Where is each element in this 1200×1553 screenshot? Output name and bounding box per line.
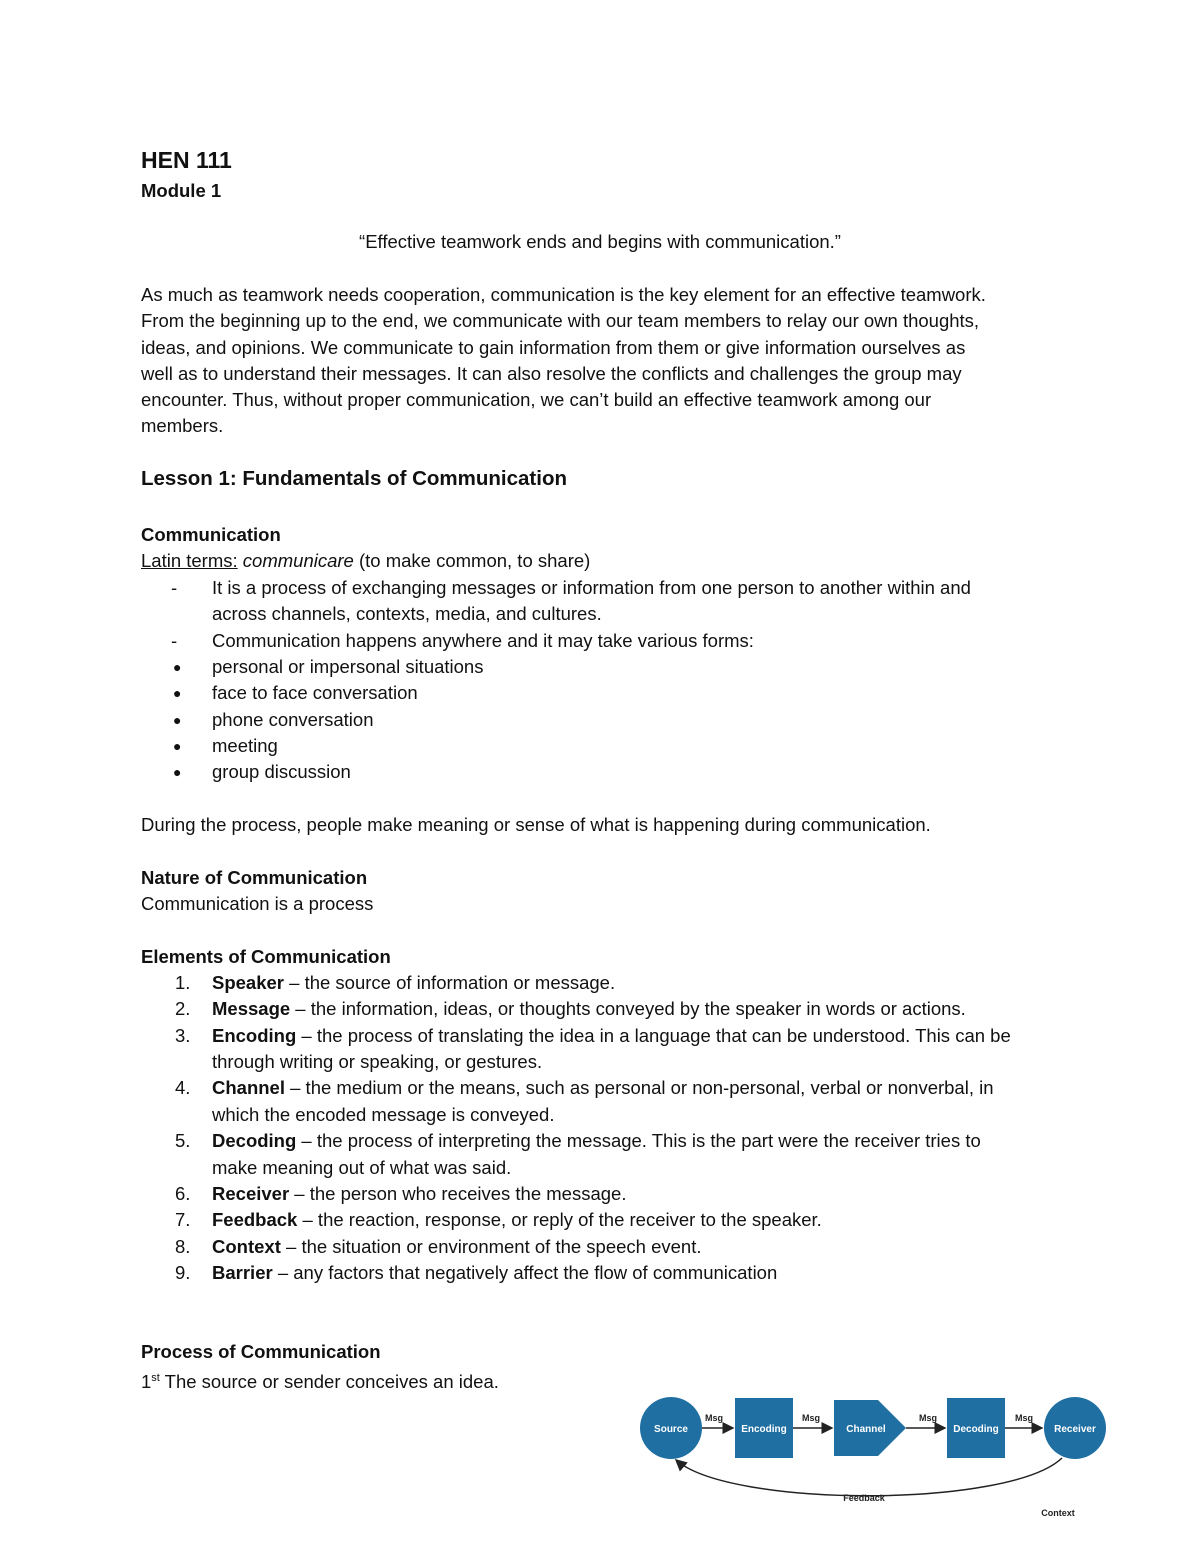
bullet-icon: ● [173, 738, 182, 754]
process-heading: Process of Communication [141, 1341, 381, 1362]
latin-terms-line [141, 548, 590, 574]
intro-line: From the beginning up to the end, we communicate with our team members to relay our own thoughts, [141, 310, 980, 332]
document-page: HEN 111 Module 1 “Effective teamwork ends and begins with communication.” As much as teamwork needs cooperation, communication is the key element for an effective teamwork. From the beginning up to the end, we communicate with our team members to relay our own thoughts, ideas, and opinions. We communicate to gain information from them or give information ourselves as well as to understand their messages. It can also resolve the conflicts and challenges the group may encounter. Thus, without proper communication, we can’t build an effective teamwork among our members. Lesson 1: Fundamentals of Communication Communication Latin terms: communicare (to make common, to share) - It is a process of exchanging messages or information from one person to another within and across channels, contexts, media, and cultures. - Communication happens anywhere and it may take various forms: ● personal or impersonal situations ● face to face conversation ● phone conversation ● meeting ● group discussion During the process, people make meaning or sense of what is happening during communication. Nature of Communication Communication is a process Elements of Communication 1. Speaker – the source of information or message. 2. Message – the information, ideas, or thoughts conveyed by the speaker in words or actions. 3. Encoding – the process of translating the idea in a language that can be understood. This can be through writing or speaking, or gestures. 4. Channel – the medium or the means, such as personal or non-personal, verbal or nonverbal, in which the encoded message is conveyed. 5. Decoding – the process of interpreting the message. This is the part were the receiver tries to make meaning out of what was said. 6. Receiver – the person who receives the message. 7. Feedback – the reaction, response, or reply of the receiver to the speaker. 8. Context – the situation or environment of the speech event. 9. Barrier – any factors that negatively affect the flow of communication Process of Communication 1st The source or sender conceives an idea. Source Encoding Channel Decoding Receiver Msg Msg Msg Msg Feedback Context [0, 0, 1200, 1553]
element-term: Speaker [212, 972, 284, 993]
bullet-icon: ● [173, 764, 182, 780]
intro-line: well as to understand their messages. It can also resolve the conflicts and challenges the group may [141, 362, 962, 384]
element-term: Feedback [212, 1209, 298, 1230]
element-term: Barrier [212, 1262, 273, 1283]
element-term: Message [212, 998, 291, 1019]
bullet-icon: ● [173, 659, 182, 675]
nature-heading: Nature of Communication [141, 867, 368, 888]
feedback-arrow [676, 1458, 1062, 1496]
element-term: Channel [212, 1077, 285, 1098]
feedback-label: Feedback [843, 1493, 885, 1503]
intro-paragraph [141, 282, 1061, 440]
course-title: HEN 111 [141, 147, 232, 173]
module-label: Module 1 [141, 180, 222, 201]
communication-heading: Communication [141, 524, 281, 545]
context-label: Context [1041, 1508, 1075, 1518]
msg-label: Msg [705, 1413, 723, 1423]
decoding-label: Decoding [953, 1424, 999, 1435]
latin-meaning: (to make common, to share) [353, 550, 591, 571]
latin-term: communicare [242, 550, 354, 571]
msg-label: Msg [802, 1413, 820, 1423]
element-term: Encoding [212, 1025, 297, 1046]
element-term: Context [212, 1236, 281, 1257]
communication-process-diagram [610, 1390, 1110, 1525]
latin-label: Latin terms: [141, 550, 238, 571]
quote: “Effective teamwork ends and begins with communication.” [359, 231, 841, 252]
intro-line: encounter. Thus, without proper communication, we can’t build an effective teamwork among our [141, 389, 932, 411]
bullet-icon: ● [173, 712, 182, 728]
intro-line: As much as teamwork needs cooperation, communication is the key element for an effective teamwork. [141, 284, 986, 305]
channel-label: Channel [846, 1424, 886, 1435]
encoding-label: Encoding [741, 1424, 787, 1435]
lesson-title: Lesson 1: Fundamentals of Communication [141, 467, 567, 490]
msg-label: Msg [919, 1413, 937, 1423]
intro-line: ideas, and opinions. We communicate to gain information from them or give information ourselves as [141, 336, 966, 358]
elements-heading: Elements of Communication [141, 946, 391, 967]
process-step: 1st The source or sender conceives an idea. [141, 1371, 499, 1393]
source-label: Source [654, 1424, 688, 1435]
bullet-icon: ● [173, 685, 182, 701]
nature-text: Communication is a process [141, 893, 374, 914]
element-term: Receiver [212, 1183, 290, 1204]
element-term: Decoding [212, 1130, 297, 1151]
intro-line: members. [141, 415, 224, 437]
msg-label: Msg [1015, 1413, 1033, 1423]
communication-summary: During the process, people make meaning or sense of what is happening during communication. [141, 814, 931, 835]
receiver-label: Receiver [1054, 1424, 1096, 1435]
